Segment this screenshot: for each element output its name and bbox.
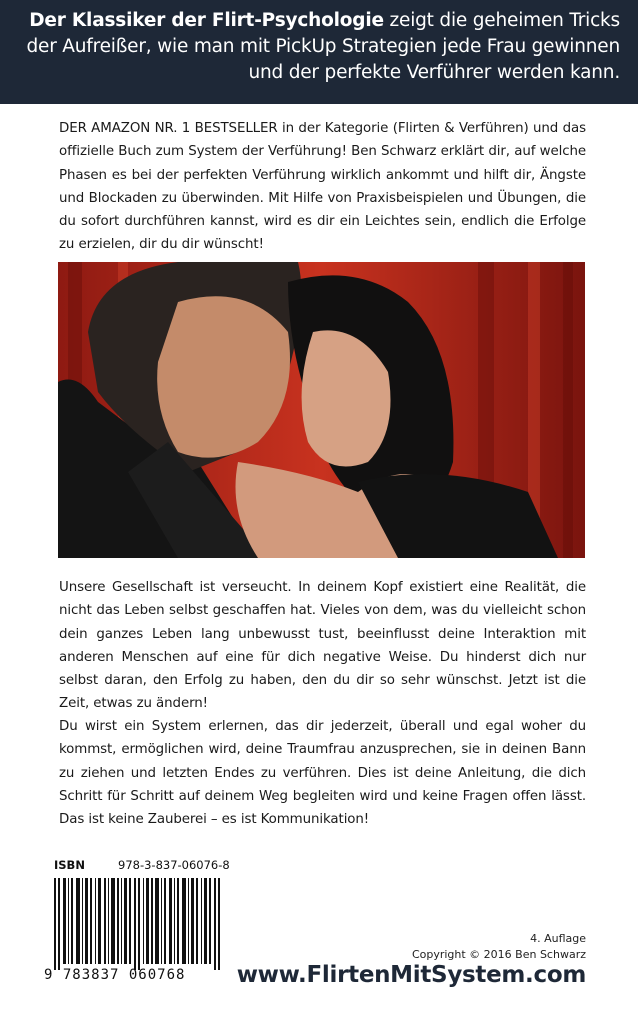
banner-rest: zeigt die geheimen Tricks der Aufreißer, wie man mit PickUp Strategien jede Frau gewinnen und der perfekte Verführer werden kann. [26,10,620,83]
barcode [54,878,220,970]
website-url: www.FlirtenMitSystem.com [236,962,586,988]
isbn-number: 978-3-837-06076-8 [118,858,230,872]
isbn-label: ISBN [54,858,85,872]
intro-paragraph: DER AMAZON NR. 1 BESTSELLER in der Kategorie (Flirten & Verführen) und das offizielle Buch zum System der Verführung! Ben Schwarz erklärt dir, auf welche Phasen es bei der perfekten Verführung wirklich ankommt und hilft dir, Ängste und Blockaden zu überwinden. Mit Hilfe von Praxisbeispielen und Übungen, die du sofort durchführen kannst, wird es dir ein Leichtes sein, endlich die Erfolge zu erzielen, dir du dir wünscht! [59,121,586,253]
edition-label: 4. Auflage [530,932,586,945]
banner-bold-lead: Der Klassiker der Flirt-Psychologie [29,10,384,31]
couple-photo [58,262,585,558]
barcode-digits: 9 783837 060768 [44,967,186,983]
system-paragraph: Du wirst ein System erlernen, das dir jederzeit, überall und egal woher du kommst, ermöglichen wird, deine Traumfrau anzusprechen, sie in deinen Bann zu ziehen und letzten Endes zu verführen. Dies ist deine Anleitung, die dich Schritt für Schritt auf deinem Weg begleiten wird und keine Fragen offen lässt. Das ist keine Zauberei – es ist Kommunikation! [59,719,586,828]
banner-tagline [20,8,620,86]
society-paragraph: Unsere Gesellschaft ist verseucht. In deinem Kopf existiert eine Realität, die nicht das Leben selbst geschaffen hat. Vieles von dem, was du vielleicht schon dein ganzes Leben lang unbewusst tust, beeinflusst deine Interaktion mit anderen Menschen auf eine für dich negative Weise. Du hinderst dich nur selbst daran, den Erfolg zu haben, den du dir so sehr wünschst. Jetzt ist die Zeit, etwas zu ändern! [59,580,586,712]
top-banner [0,0,638,104]
copyright-text: Copyright © 2016 Ben Schwarz [411,948,586,961]
isbn-line [54,858,230,872]
